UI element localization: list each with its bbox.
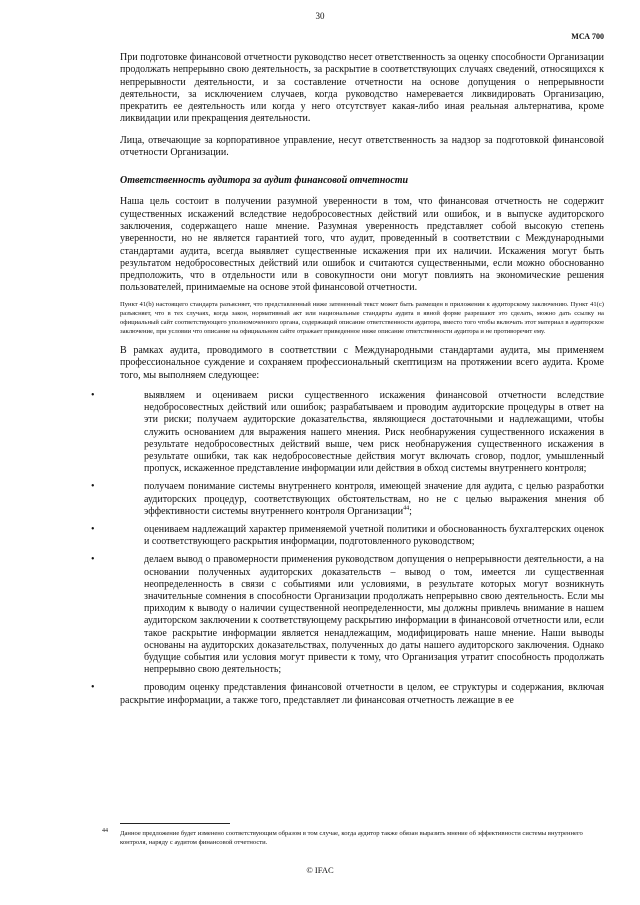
- list-item-text: выявляем и оцениваем риски существенного искажения финансовой отчетности вследствие недобросовестных действий или ошибок; разрабатываем и проводим аудиторские процедуры в ответ на эти риски; получаем аудиторские доказательства, являющиеся достаточными и надлежащими, чтобы служить основанием для выражения нашего мнения. Риск необнаружения существенного искажения в результате недобросовестных действий выше, чем риск необнаружения существенного искажения в результате ошибки, так как недобросовестные действия могут включать сговор, подлог, умышленный пропуск, искаженное представление информации или действия в обход системы внутреннего контроля;: [144, 390, 604, 475]
- bullet-icon: •: [91, 524, 95, 536]
- list-item: [91, 481, 604, 518]
- paragraph-audit-scope: В рамках аудита, проводимого в соответствии с Международными стандартами аудита, мы применяем профессиональное суждение и сохраняем профессиональный скептицизм на протяжении всего аудита. Кроме того, мы выполняем следующее:: [120, 345, 604, 381]
- list-item: [91, 554, 604, 676]
- bullet-icon: •: [91, 390, 95, 402]
- section-heading: Ответственность аудитора за аудит финансовой отчетности: [120, 175, 409, 187]
- bullet-icon: •: [91, 554, 95, 566]
- procedures-list: [91, 390, 604, 676]
- bullet-icon: •: [91, 481, 95, 493]
- bullet-icon: •: [91, 682, 95, 694]
- list-item-text: проводим оценку представления финансовой отчетности в целом, ее структуры и содержания, включая раскрытие информации, а также того, представляет ли финансовая отчетность лежащие в ее: [120, 682, 604, 706]
- paragraph-auditor-objective: Наша цель состоит в получении разумной уверенности в том, что финансовая отчетность не содержит существенных искажений вследствие недобросовестных действий или ошибок, и в выпуске аудиторского заключения, содержащего наше мнение. Разумная уверенность представляет собой высокую степень уверенности, но не является гарантией того, что аудит, проведенный в соответствии с Международными стандартами аудита, всегда выявляет существенные искажения при их наличии. Искажения могут быть результатом недобросовестных действий или ошибок и считаются существенными, если можно обоснованно предположить, что в отдельности или в совокупности они могут повлиять на экономические решения пользователей, принимаемые на основе этой финансовой отчетности.: [120, 196, 604, 294]
- paragraph-management-responsibility: При подготовке финансовой отчетности руководство несет ответственность за оценку способности Организации продолжать непрерывно свою деятельность, за раскрытие в соответствующих случаях сведений, относящихся к непрерывности деятельности, и за составление отчетности на основе допущения о непрерывности деятельности, за исключением случаев, когда руководство намеревается ликвидировать Организацию, прекратить ее деятельность или когда у него отсутствует какая-либо иная реальная альтернатива, кроме ликвидации или прекращения деятельности.: [120, 52, 604, 125]
- standard-code: МСА 700: [571, 32, 604, 41]
- list-item-text: делаем вывод о правомерности применения руководством допущения о непрерывности деятельности, а на основании полученных аудиторских доказательств – вывод о том, имеется ли существенная неопределенность в связи с событиями или условиями, в результате которых могут возникнуть значительные сомнения в способности Организации продолжать непрерывно свою деятельность. Если мы приходим к выводу о наличии существенной неопределенности, мы должны привлечь внимание в нашем аудиторском заключении к соответствующему раскрытию информации в финансовой отчетности или, если такое раскрытие информации является ненадлежащим, модифицировать наше мнение. Наши выводы основаны на аудиторских доказательствах, полученных до даты нашего аудиторского заключения. Однако будущие события или условия могут привести к тому, что Организация утратит способность продолжать непрерывно свою деятельность;: [144, 554, 604, 676]
- list-item: [91, 524, 604, 548]
- list-item-text-main: получаем понимание системы внутреннего контроля, имеющей значение для аудита, с целью разработки аудиторских процедур, соответствующих обстоятельствам, но не с целью выражения мнения об эффективности системы внутреннего контроля Организации: [144, 481, 604, 517]
- list-item-text: оцениваем надлежащий характер применяемой учетной политики и обоснованность бухгалтерских оценок и соответствующего раскрытия информации, подготовленного руководством;: [144, 524, 604, 548]
- copyright-footer: © IFAC: [306, 865, 334, 875]
- footnote-number: 44: [102, 828, 108, 834]
- list-item-text: [144, 481, 604, 518]
- explanatory-note: Пункт 41(b) настоящего стандарта разъясняет, что представленный ниже затененный текст может быть размещен в приложении к аудиторскому заключению. Пункт 41(c) разъясняет, что в тех случаях, когда закон, нормативный акт или национальные стандарты аудита в явной форме разрешают это сделать, можно дать ссылку на официальный сайт соответствующего уполномоченного органа, содержащий описание ответственности аудитора, вместо того чтобы включать этот материал в аудиторское заключение, при условии что описание на официальном сайте отражает приведенное ниже описание ответственности аудитора и не противоречит ему.: [120, 300, 604, 336]
- list-item: [91, 390, 604, 475]
- footnote: [102, 828, 604, 847]
- list-item-last: [91, 682, 604, 707]
- footnote-text: Данное предложение будет изменено соответствующим образом в том случае, когда аудитор также обязан выразить мнение об эффективности системы внутреннего контроля, наряду с аудитом финансовой отчетности.: [120, 830, 583, 846]
- page-number: 30: [315, 11, 325, 21]
- footnote-divider: [120, 823, 230, 824]
- footnote-reference: 44: [403, 505, 410, 512]
- paragraph-governance: Лица, отвечающие за корпоративное управление, несут ответственность за надзор за подготовкой финансовой отчетности Организации.: [120, 134, 604, 159]
- document-body: [91, 52, 604, 707]
- list-item-text-end: ;: [409, 505, 412, 517]
